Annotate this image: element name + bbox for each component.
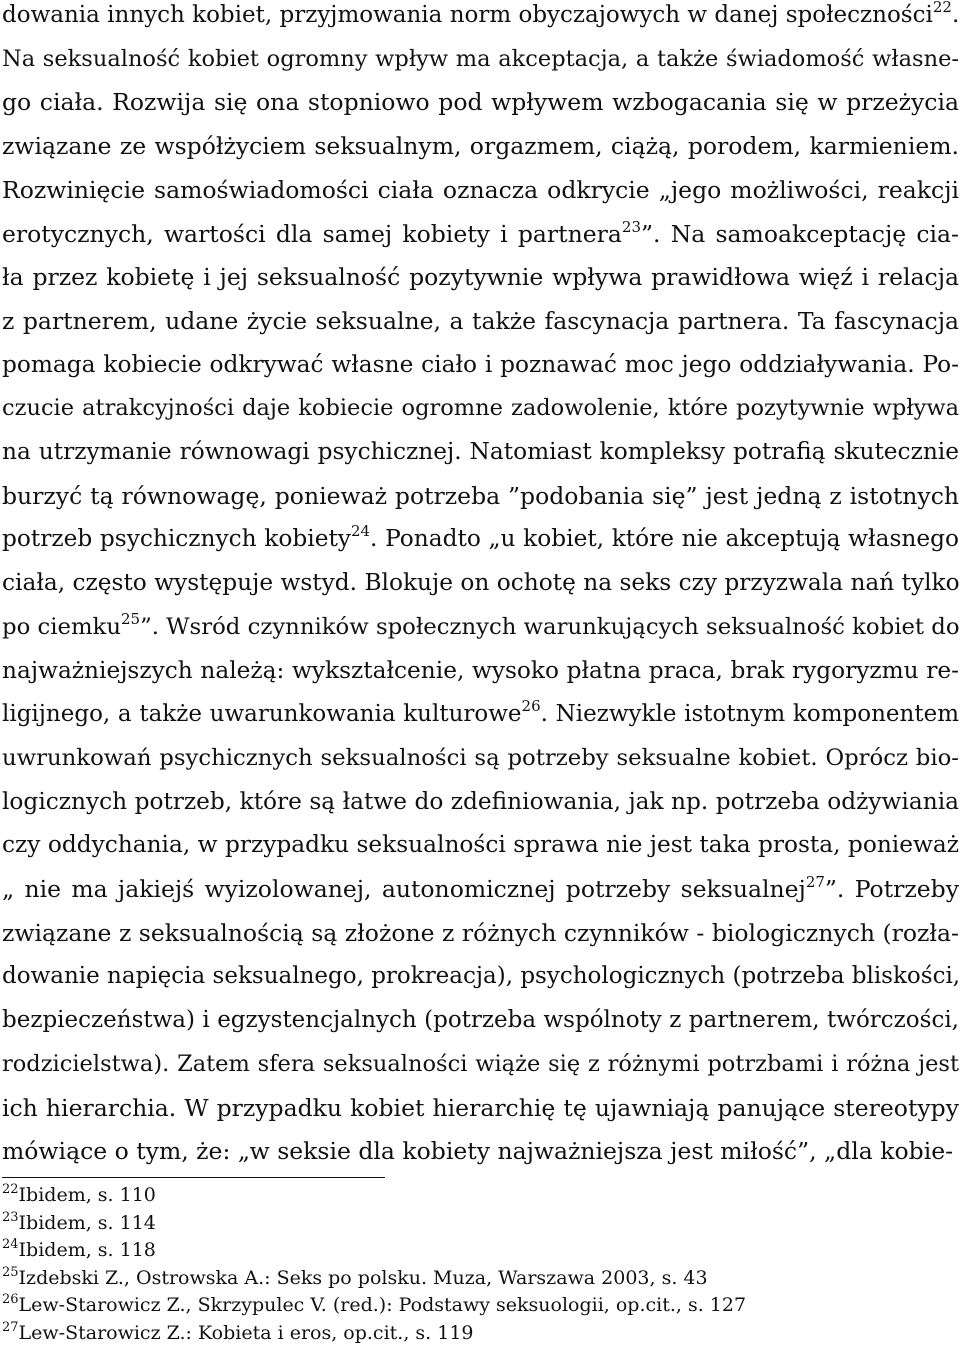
line-text: związane z seksualnością są złożone z różnych czynników - biologicznych (rozła-: [2, 918, 959, 947]
body-line: [2, 262, 959, 292]
line-text: czucie atrakcyjności daje kobiecie ogromne zadowolenie, które pozytywnie wpływa: [2, 395, 959, 422]
footnote-number: 24: [2, 1237, 19, 1253]
line-text: go ciała. Rozwija się ona stopniowo pod wpływem wzbogacania się w przeżycia: [2, 88, 959, 117]
footnote-reference[interactable]: 27: [805, 873, 825, 891]
footnote: [2, 1211, 156, 1235]
body-line: [2, 44, 959, 74]
footnote-number: 27: [2, 1320, 19, 1335]
line-text: po ciemku: [2, 613, 121, 640]
line-text: czy oddychania, w przypadku seksualności sprawa nie jest taka prosta, ponieważ: [2, 831, 959, 859]
footnote-text: Ibidem, s. 110: [18, 1184, 156, 1206]
footnote: [2, 1238, 156, 1262]
body-line: [2, 568, 959, 598]
footnote-text: Lew-Starowicz Z., Skrzypulec V. (red.): Podstawy seksuologii, op.cit., s. 127: [18, 1294, 747, 1317]
footnote-number: 26: [2, 1292, 19, 1308]
footnote-number: 22: [2, 1182, 19, 1197]
body-line: [2, 131, 959, 161]
line-text: bezpieczeństwa) i egzystencjalnych (potrzeba wspólnoty z partnerem, twórczości,: [2, 1007, 959, 1034]
line-text: burzyć tą równowagę, ponieważ potrzeba ”podobania się” jest jedną z istotnych: [2, 481, 959, 510]
body-line: [2, 961, 959, 991]
line-text: najważniejszych należą: wykształcenie, wysoko płatna praca, brak rygoryzmu re-: [2, 656, 959, 684]
footnote: [2, 1266, 708, 1290]
line-text: uwrunkowań psychicznych seksualności są potrzeby seksualne kobiet. Oprócz bio-: [2, 744, 959, 771]
line-text: dowania innych kobiet, przyjmowania norm obyczajowych w danej społeczności: [2, 2, 933, 28]
body-line: [2, 1136, 959, 1166]
body-line: [2, 918, 959, 948]
body-line: [2, 787, 959, 817]
line-text: związane ze współżyciem seksualnym, orgazmem, ciążą, porodem, karmieniem.: [2, 132, 959, 161]
line-text: z partnerem, udane życie seksualne, a także fascynacja partnera. Ta fascynacja: [2, 306, 959, 335]
footnote-reference[interactable]: 23: [621, 217, 641, 236]
body-line: [2, 87, 959, 117]
body-line: [2, 393, 959, 423]
line-text: Rozwinięcie samoświadomości ciała oznacza odkrycie „jego możliwości, reakcji: [2, 175, 959, 204]
body-line: [2, 1049, 959, 1079]
line-text: rodzicielstwa). Zatem sfera seksualności wiąże się z różnymi potrzbami i różna jest: [2, 1050, 959, 1077]
line-text: pomaga kobiecie odkrywać własne ciało i poznawać moc jego oddziaływania. Po-: [2, 350, 959, 378]
line-text-continued: . Ponadto „u kobiet, które nie akceptują własnego: [370, 525, 959, 553]
footnote-number: 25: [2, 1264, 19, 1280]
body-line: [2, 481, 959, 511]
line-text: ciała, często występuje wstyd. Blokuje on ochotę na seks czy przyzwala nań tylko: [2, 569, 960, 597]
line-text-continued: ”. Potrzeby: [824, 875, 959, 903]
footnote-reference[interactable]: 24: [350, 522, 371, 541]
footnote-reference[interactable]: 26: [521, 697, 541, 716]
line-text: potrzeb psychicznych kobiety: [2, 525, 351, 553]
footnote: [2, 1321, 474, 1345]
line-text: logicznych potrzeb, które są łatwe do zdefiniowania, jak np. potrzeba odżywiania: [2, 787, 959, 815]
footnote-text: Ibidem, s. 114: [18, 1211, 156, 1234]
footnote: [2, 1183, 156, 1207]
line-text-continued: .: [951, 2, 960, 28]
line-text: ligijnego, a także uwarunkowania kulturowe: [2, 701, 522, 728]
line-text: ich hierarchia. W przypadku kobiet hierarchię tę ujawniają panujące stereotypy: [2, 1093, 959, 1122]
line-text-continued: . Niezwykle istotnym komponentem: [540, 701, 959, 728]
body-line: [2, 1005, 959, 1035]
line-text-continued: ”. Na samoakceptację cia-: [641, 219, 959, 248]
footnote-text: Ibidem, s. 118: [18, 1239, 156, 1262]
footnote-separator: [2, 1177, 385, 1178]
footnote-text: Izdebski Z., Ostrowska A.: Seks po polsku. Muza, Warszawa 2003, s. 43: [18, 1266, 708, 1289]
body-line: [2, 524, 959, 554]
body-line: [2, 743, 959, 773]
body-line: [2, 609, 960, 642]
body-line: [2, 219, 959, 249]
body-line: [2, 0, 959, 30]
body-line: [2, 874, 959, 904]
line-text: mówiące o tym, że: „w seksie dla kobiety najważniejsza jest miłość”, „dla kobie-: [2, 1137, 954, 1166]
body-line: [2, 699, 959, 729]
footnote-reference[interactable]: 22: [932, 0, 952, 16]
body-line: [2, 175, 959, 205]
line-text: „ nie ma jakiejś wyizolowanej, autonomicznej potrzeby seksualnej: [2, 875, 806, 903]
body-line: [2, 1093, 959, 1123]
body-line: [2, 306, 959, 336]
line-text: erotycznych, wartości dla samej kobiety i partnera: [2, 219, 622, 248]
line-text: na utrzymanie równowagi psychicznej. Natomiast kompleksy potrafią skutecznie: [2, 438, 959, 465]
footnote-number: 23: [2, 1209, 19, 1225]
line-text: dowanie napięcia seksualnego, prokreacja), psychologicznych (potrzeba bliskości,: [2, 963, 960, 990]
footnote-text: Lew-Starowicz Z.: Kobieta i eros, op.cit., s. 119: [18, 1322, 474, 1344]
line-text: ła przez kobietę i jej seksualność pozytywnie wpływa prawidłowa więź i relacja: [2, 263, 959, 292]
body-line: [2, 350, 959, 380]
line-text-continued: ”. Wsród czynników społecznych warunkujących seksualność kobiet do: [140, 613, 960, 640]
line-text: Na seksualność kobiet ogromny wpływ ma akceptacja, a także świadomość własne-: [2, 45, 959, 72]
footnote-reference[interactable]: 25: [120, 609, 141, 628]
body-line: [2, 437, 959, 467]
body-line: [2, 656, 959, 686]
footnote: [2, 1293, 746, 1317]
body-line: [2, 830, 959, 860]
